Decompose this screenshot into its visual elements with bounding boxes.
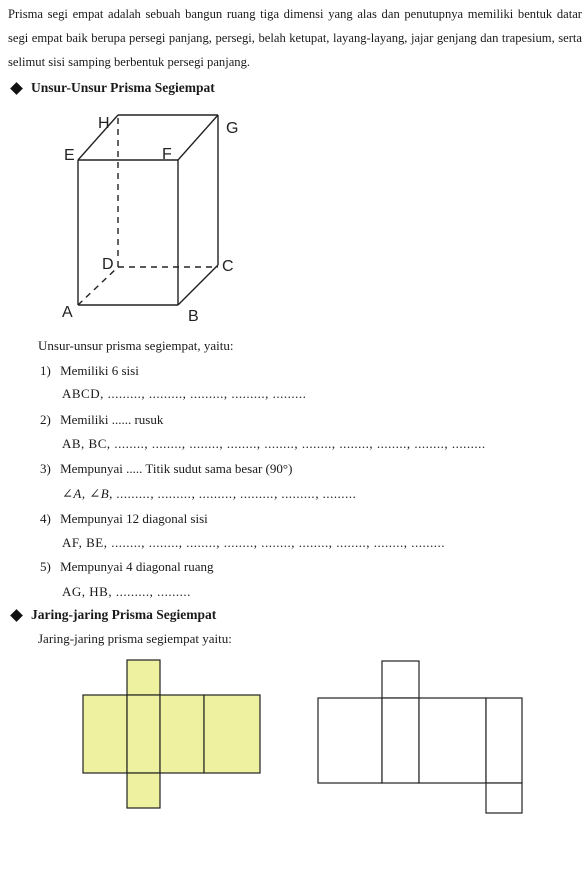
net-face-top [127, 660, 160, 695]
nets-intro: Jaring-jaring prisma segiempat yaitu: [38, 631, 232, 646]
item-number: 1) [40, 363, 51, 378]
net-face-bottom [127, 773, 160, 808]
edge-bc [178, 265, 218, 305]
item-text: Memiliki ...... rusuk [60, 412, 164, 427]
label-a: A [62, 304, 73, 321]
net-face-back [204, 695, 260, 773]
item-text: Memiliki 6 sisi [60, 363, 139, 378]
item-number: 4) [40, 511, 51, 526]
item-number: 3) [40, 461, 51, 476]
item-text: Mempunyai 12 diagonal sisi [60, 511, 208, 526]
section-heading-elements [12, 80, 215, 96]
item-1-answer: ABCD, ........., ........., ........., ........., ......... [62, 386, 307, 401]
intro-paragraph: Prisma segi empat adalah sebuah bangun ruang tiga dimensi yang alas dan penutupnya memiliki bentuk datar segi empat baik berupa persegi panjang, persegi, belah ketupat, layang-layang, jajar genjang dan trapesium, serta selimut sisi samping berbentuk persegi panjang. [8, 7, 582, 69]
item-3 [40, 461, 292, 477]
net-face-right [160, 695, 204, 773]
net-face-bottom [486, 783, 522, 813]
label-c: C [222, 258, 234, 275]
prism-diagram [50, 105, 250, 330]
section-title: Unsur-Unsur Prisma Segiempat [31, 80, 215, 95]
label-e: E [64, 147, 75, 164]
item-5-answer: AG, HB, ........., ......... [62, 584, 191, 599]
item-text: Mempunyai ..... Titik sudut sama besar (90°) [60, 461, 293, 476]
item-4-answer: AF, BE, ........, ........, ........, ........, ........, ........, ........, ........, ......... [62, 535, 445, 550]
elements-intro: Unsur-unsur prisma segiempat, yaitu: [38, 338, 234, 353]
label-b: B [188, 308, 199, 325]
item-number: 2) [40, 412, 51, 427]
net-face-back [486, 698, 522, 783]
label-f: F [162, 146, 172, 163]
net-face-front [382, 698, 419, 783]
net-face-left [318, 698, 382, 783]
section-heading-nets [12, 607, 216, 623]
item-number: 5) [40, 559, 51, 574]
net-diagram-outline [315, 658, 525, 818]
item-text: Mempunyai 4 diagonal ruang [60, 559, 214, 574]
item-2 [40, 412, 163, 428]
net-face-left [83, 695, 127, 773]
diamond-bullet-icon [10, 609, 23, 622]
label-d: D [102, 256, 114, 273]
net-face-top [382, 661, 419, 698]
section-title: Jaring-jaring Prisma Segiempat [31, 607, 217, 622]
item-2-answer: AB, BC, ........, ........, ........, ........, ........, ........, ........, ........, ........, ......... [62, 436, 486, 451]
item-5 [40, 559, 214, 575]
item-1 [40, 363, 139, 379]
label-g: G [226, 120, 239, 137]
item-3-answer: ∠A, ∠B, ........., ........., ........., ........., ........., ......... [62, 486, 357, 501]
item-4 [40, 511, 208, 527]
net-diagram-colored [80, 655, 265, 815]
net-face-right [419, 698, 486, 783]
label-h: H [98, 115, 110, 132]
net-face-front [127, 695, 160, 773]
edge-fg [178, 115, 218, 160]
diamond-bullet-icon [10, 82, 23, 95]
